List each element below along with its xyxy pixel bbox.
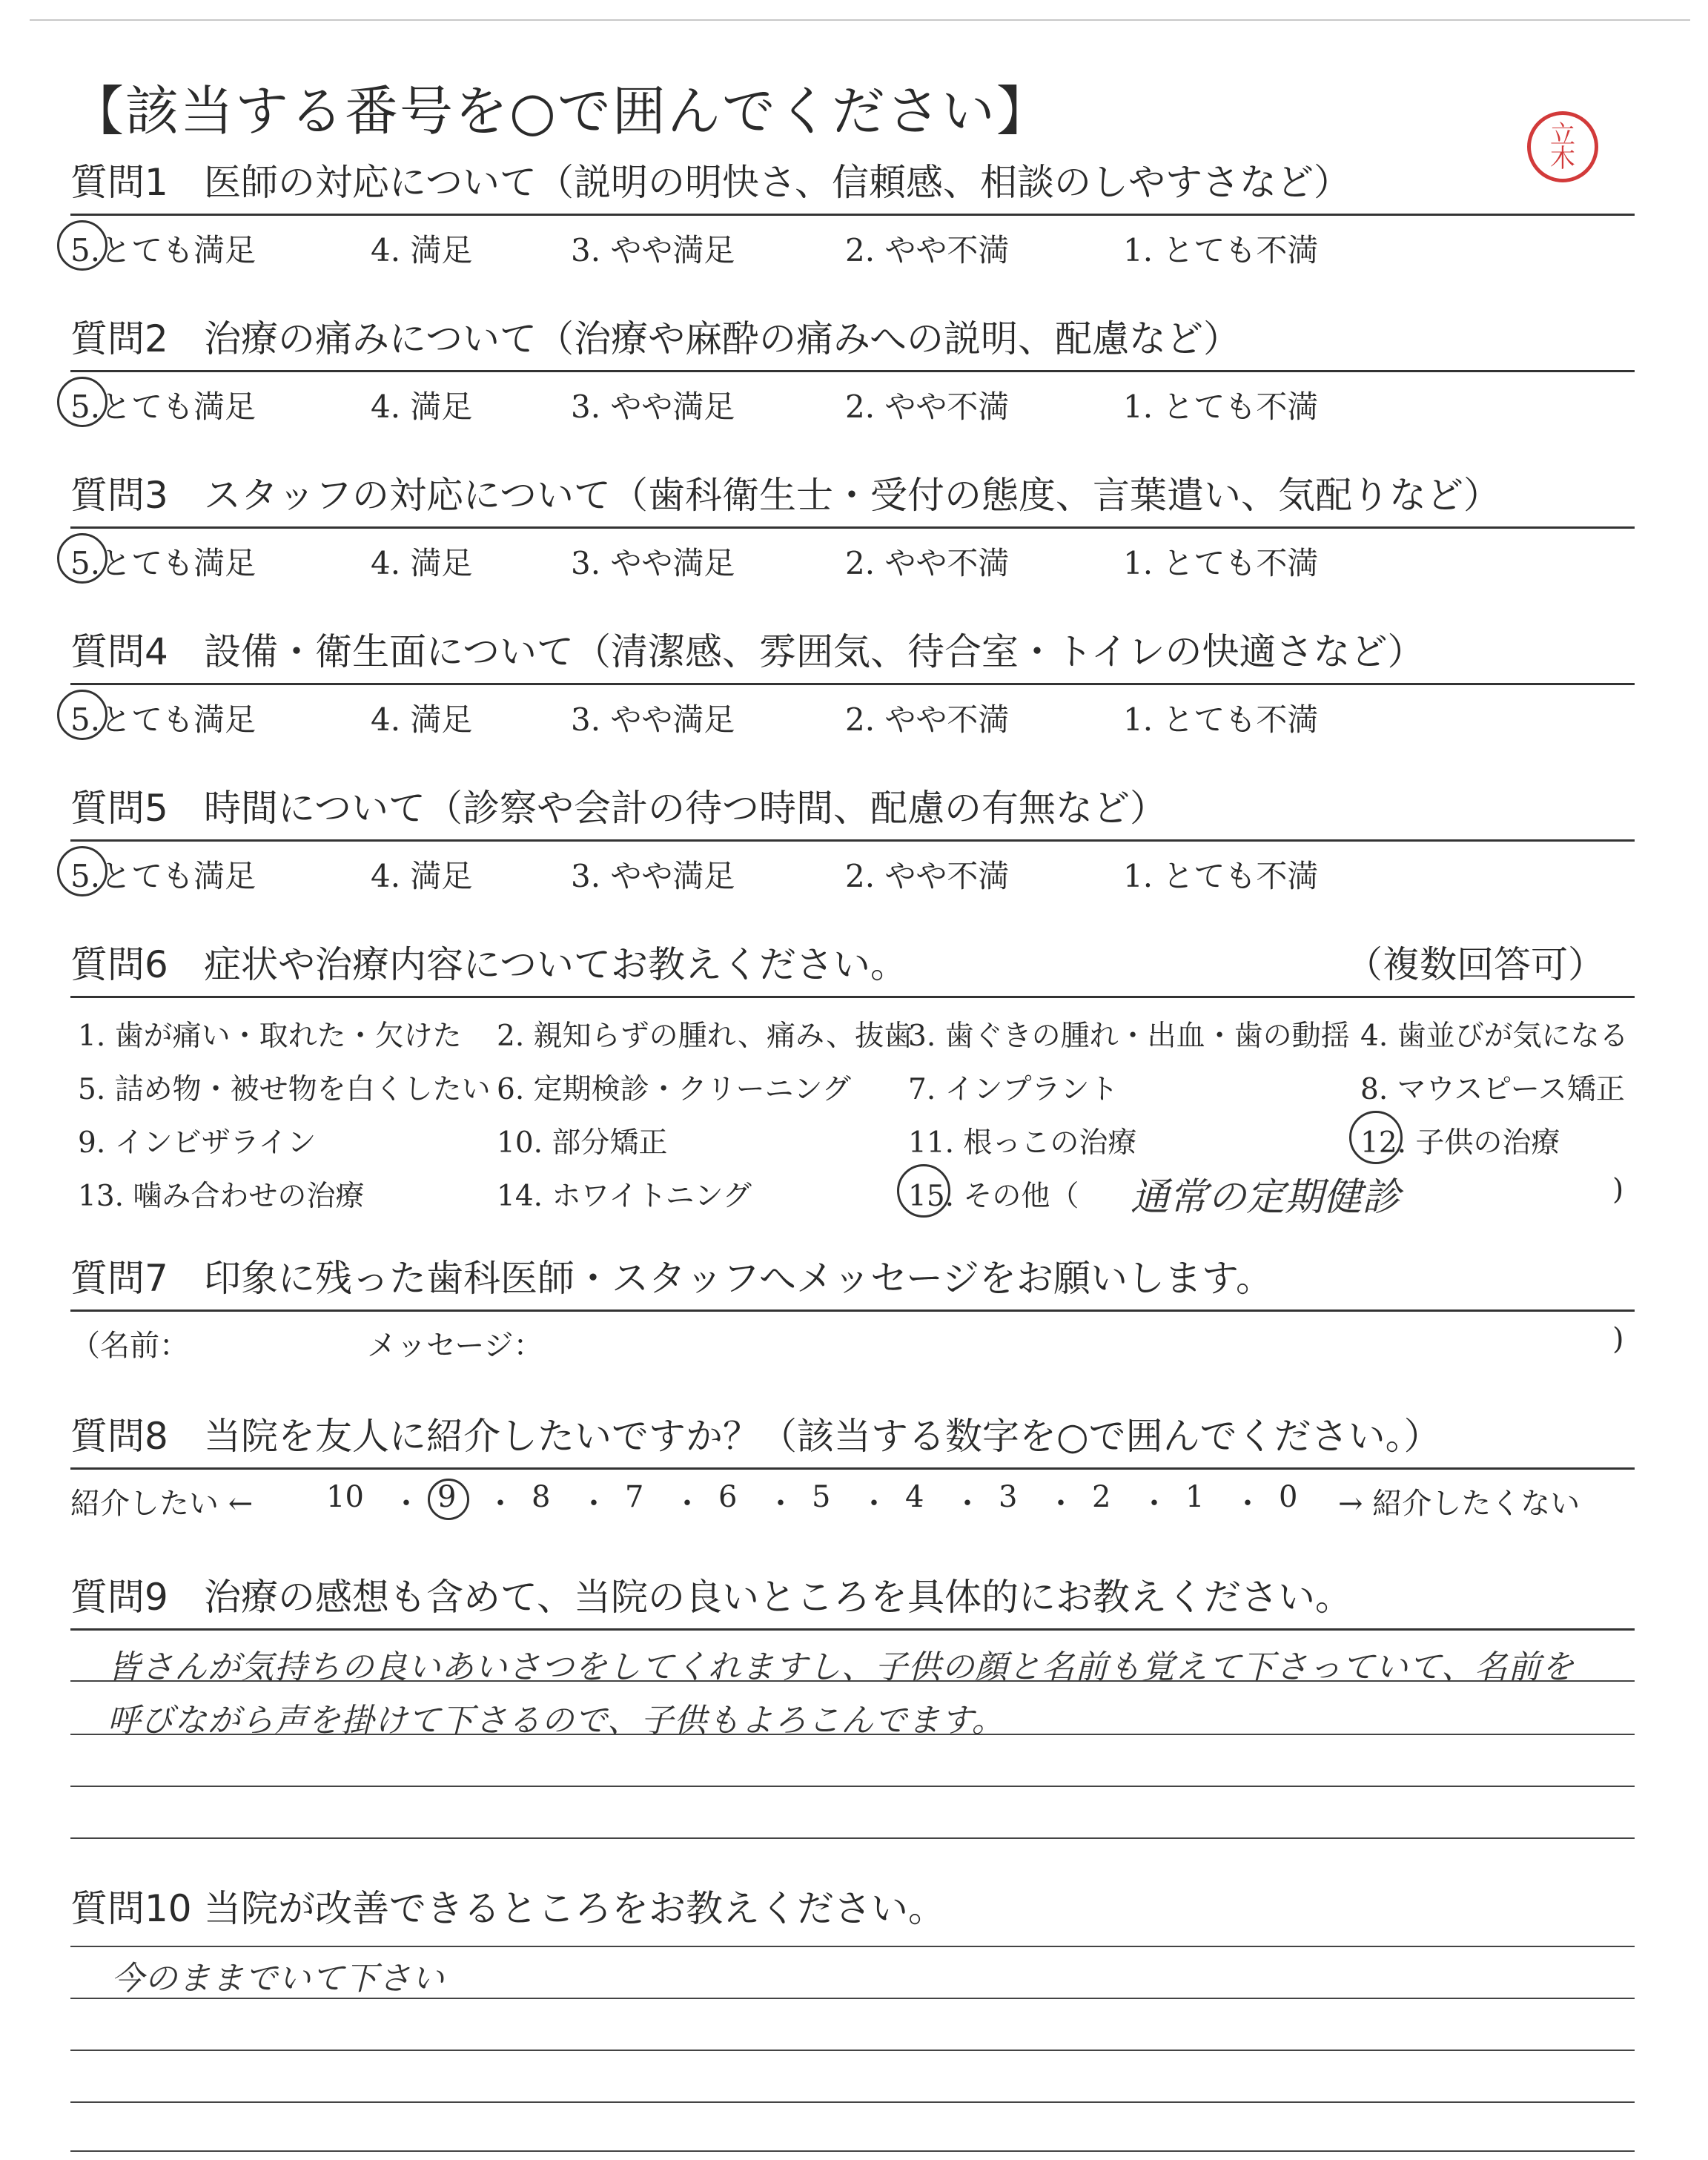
question-text: 治療の感想も含めて、当院の良いところを具体的にお教えください。 [204,1576,1352,1619]
question-8 [70,1411,1635,1522]
answer-line [70,2150,1635,2152]
q10-answer-line-1: 今のままでいて下さい [111,1960,445,1998]
question-8-header [70,1411,1635,1470]
question-number: 質問1 [70,161,168,204]
question-4 [70,627,1635,737]
recommend-scale [70,1470,1635,1522]
other-close-paren: ) [1612,1173,1624,1206]
question-1-header [70,157,1635,216]
question-text: 治療の痛みについて（治療や麻酔の痛みへの説明、配慮など） [204,317,1240,360]
scale-5[interactable]: 5 [812,1480,831,1514]
option-3[interactable]: 3. やや満足 [571,389,735,425]
q9-answer-line-2: 呼びながら声を掛けて下さるので、子供もよろこんでます。 [107,1702,1005,1740]
symptom-5[interactable]: 5. 詰め物・被せ物を白くしたい [78,1073,491,1106]
rating-options [70,685,1635,737]
option-3[interactable]: 3. やや満足 [571,858,735,894]
symptom-15[interactable]: 15. その他（ [908,1180,1079,1213]
symptom-10[interactable]: 10. 部分矯正 [497,1126,668,1160]
option-4[interactable]: 4. 満足 [371,545,473,581]
scale-dot: ・ [486,1487,515,1521]
stamp-char-bottom: 木 [1550,144,1575,174]
question-3-header [70,470,1635,529]
option-1[interactable]: 1. とても不満 [1123,232,1319,268]
question-text: 当院が改善できるところをお教えください。 [204,1887,945,1930]
option-3[interactable]: 3. やや満足 [571,701,735,738]
option-1[interactable]: 1. とても不満 [1123,701,1319,738]
option-1[interactable]: 1. とても不満 [1123,389,1319,425]
symptom-1[interactable]: 1. 歯が痛い・取れた・欠けた [78,1020,462,1053]
question-number: 質問8 [70,1415,168,1458]
scale-right-label: → 紹介したくない [1338,1487,1580,1521]
question-5 [70,783,1635,894]
question-number: 質問3 [70,474,168,517]
question-2-header [70,314,1635,372]
question-number: 質問10 [70,1887,192,1930]
question-number: 質問9 [70,1576,168,1619]
question-9 [70,1572,1635,1631]
scale-dot: ・ [766,1487,795,1521]
scale-2[interactable]: 2 [1092,1480,1111,1514]
scale-7[interactable]: 7 [625,1480,644,1514]
symptom-13[interactable]: 13. 噛み合わせの治療 [78,1180,365,1213]
question-7-header [70,1253,1635,1312]
option-4[interactable]: 4. 満足 [371,858,473,894]
option-2[interactable]: 2. やや不満 [845,701,1010,738]
symptom-12[interactable]: 12. 子供の治療 [1360,1126,1560,1160]
rating-options [70,842,1635,894]
rating-options [70,216,1635,268]
rating-options [70,372,1635,424]
multiple-answer-note: （複数回答可） [1345,943,1605,986]
option-2[interactable]: 2. やや不満 [845,858,1010,894]
question-text: スタッフの対応について（歯科衛生士・受付の態度、言葉遣い、気配りなど） [204,474,1500,517]
answer-line [70,2101,1635,2103]
question-text: 医師の対応について（説明の明快さ、信頼感、相談のしやすさなど） [204,161,1351,204]
scale-6[interactable]: 6 [718,1480,738,1514]
symptom-11[interactable]: 11. 根っこの治療 [908,1126,1137,1160]
question-5-header [70,783,1635,842]
option-2[interactable]: 2. やや不満 [845,389,1010,425]
option-2[interactable]: 2. やや不満 [845,545,1010,581]
symptom-7[interactable]: 7. インプラント [908,1073,1119,1106]
symptom-9[interactable]: 9. インビザライン [78,1126,317,1160]
option-4[interactable]: 4. 満足 [371,389,473,425]
question-2 [70,314,1635,424]
option-5[interactable]: 5.とても満足 [70,858,256,894]
rating-options [70,529,1635,581]
message-row [70,1312,1635,1363]
question-text: 当院を友人に紹介したいですか？（該当する数字を○で囲んでください。） [204,1415,1441,1458]
option-1[interactable]: 1. とても不満 [1123,545,1319,581]
scale-9[interactable]: 9 [437,1480,457,1514]
option-5[interactable]: 5.とても満足 [70,389,256,425]
scale-3[interactable]: 3 [999,1480,1018,1514]
question-6-header [70,939,1635,998]
question-number: 質問5 [70,787,168,830]
question-number: 質問4 [70,630,168,673]
message-close-paren: ) [1612,1322,1624,1356]
scale-0[interactable]: 0 [1279,1480,1298,1514]
question-10-header [70,1883,1635,1940]
symptom-options [70,998,1635,1221]
question-7 [70,1253,1635,1363]
scale-dot: ・ [672,1487,702,1521]
scale-dot: ・ [859,1487,889,1521]
scale-dot: ・ [1139,1487,1169,1521]
option-2[interactable]: 2. やや不満 [845,232,1010,268]
stamp-char-top: 立 [1550,120,1575,150]
scale-4[interactable]: 4 [905,1480,924,1514]
option-1[interactable]: 1. とても不満 [1123,858,1319,894]
q9-answer-line-1: 皆さんが気持ちの良いあいさつをしてくれますし、子供の顔と名前も覚えて下さっていて、名前を [107,1648,1575,1686]
scale-8[interactable]: 8 [532,1480,551,1514]
question-4-header [70,627,1635,685]
name-label: （名前： [70,1329,189,1363]
option-3[interactable]: 3. やや満足 [571,232,735,268]
option-4[interactable]: 4. 満足 [371,701,473,738]
scale-10[interactable]: 10 [326,1480,364,1514]
scale-dot: ・ [1233,1487,1262,1521]
question-text: 時間について（診察や会計の待つ時間、配慮の有無など） [204,787,1167,830]
symptom-8[interactable]: 8. マウスピース矯正 [1360,1073,1625,1106]
scale-dot: ・ [579,1487,609,1521]
option-3[interactable]: 3. やや満足 [571,545,735,581]
symptom-2[interactable]: 2. 親知らずの腫れ、痛み、抜歯 [497,1020,913,1053]
question-3 [70,470,1635,581]
question-number: 質問2 [70,317,168,360]
question-text: 印象に残った歯科医師・スタッフへメッセージをお願いします。 [204,1257,1273,1300]
message-label: メッセージ： [367,1329,543,1363]
symptom-3[interactable]: 3. 歯ぐきの腫れ・出血・歯の動揺 [908,1020,1350,1053]
question-9-header [70,1572,1635,1631]
question-text: 症状や治療内容についてお教えください。 [204,943,907,986]
page-title: 【該当する番号を○で囲んでください】 [70,80,1051,142]
question-10 [70,1883,1635,1940]
question-number: 質問7 [70,1257,168,1300]
scale-dot: ・ [1046,1487,1076,1521]
symptom-4[interactable]: 4. 歯並びが気になる [1360,1020,1629,1053]
question-text: 設備・衛生面について（清潔感、雰囲気、待合室・トイレの快適さなど） [204,630,1425,673]
top-divider [30,19,1690,21]
answer-line [70,1837,1635,1839]
question-number: 質問6 [70,943,168,986]
other-handwritten: 通常の定期健診 [1131,1175,1401,1220]
answer-line [70,1786,1635,1787]
option-4[interactable]: 4. 満足 [371,232,473,268]
scale-left-label: 紹介したい ← [70,1487,254,1521]
question-1 [70,157,1635,268]
question-6 [70,939,1635,1221]
scale-1[interactable]: 1 [1185,1480,1205,1514]
option-5[interactable]: 5.とても満足 [70,232,256,268]
option-5[interactable]: 5.とても満足 [70,545,256,581]
scale-dot: ・ [953,1487,982,1521]
symptom-14[interactable]: 14. ホワイトニング [497,1180,752,1213]
answer-line [70,2050,1635,2051]
symptom-6[interactable]: 6. 定期検診・クリーニング [497,1073,851,1106]
scale-dot: ・ [391,1487,421,1521]
answer-line [70,1946,1635,1947]
option-5[interactable]: 5.とても満足 [70,701,256,738]
